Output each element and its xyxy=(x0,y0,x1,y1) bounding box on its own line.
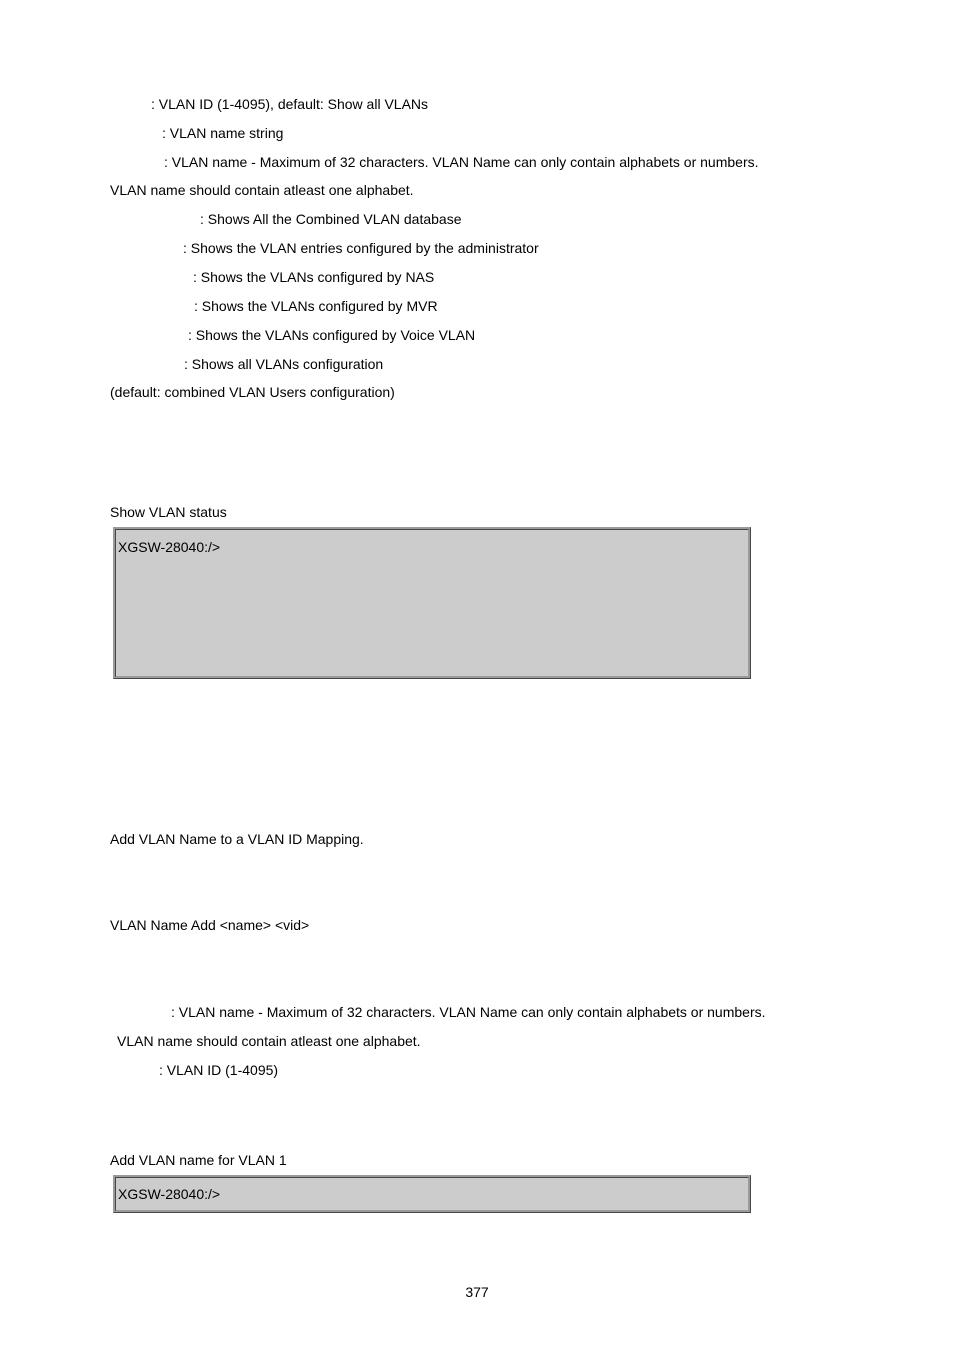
command2-param-vid: : VLAN ID (1-4095) xyxy=(159,1062,279,1078)
example2-label: Add VLAN name for VLAN 1 xyxy=(110,1152,287,1168)
example2-command-box xyxy=(113,1175,751,1213)
param-combined: : Shows All the Combined VLAN database xyxy=(200,211,462,227)
command2-description: Add VLAN Name to a VLAN ID Mapping. xyxy=(110,831,364,847)
param-voice-vlan: : Shows the VLANs configured by Voice VLAN xyxy=(188,327,476,343)
page-number: 377 xyxy=(465,1284,489,1300)
param-vlan-id: : VLAN ID (1-4095), default: Show all VLANs xyxy=(151,96,429,112)
param-vlan-name: : VLAN name - Maximum of 32 characters. VLAN Name can only contain alphabets or numbers. xyxy=(164,154,759,170)
command2-syntax: VLAN Name Add <name> <vid> xyxy=(110,917,310,933)
param-static: : Shows the VLAN entries configured by the administrator xyxy=(183,240,539,256)
param-vlan-name-string: : VLAN name string xyxy=(162,125,284,141)
param-mvr: : Shows the VLANs configured by MVR xyxy=(194,298,438,314)
param-default-note: (default: combined VLAN Users configuration) xyxy=(110,384,395,400)
param-vlan-name-cont: VLAN name should contain atleast one alphabet. xyxy=(110,182,414,198)
param-all: : Shows all VLANs configuration xyxy=(184,356,384,372)
example1-command-box xyxy=(113,527,751,679)
command2-param-name: : VLAN name - Maximum of 32 characters. VLAN Name can only contain alphabets or numbers. xyxy=(171,1004,766,1020)
example1-prompt: XGSW-28040:/> xyxy=(118,539,221,555)
command2-param-name-cont: VLAN name should contain atleast one alphabet. xyxy=(117,1033,421,1049)
example2-prompt: XGSW-28040:/> xyxy=(118,1186,221,1202)
example1-label: Show VLAN status xyxy=(110,504,227,520)
param-nas: : Shows the VLANs configured by NAS xyxy=(193,269,435,285)
